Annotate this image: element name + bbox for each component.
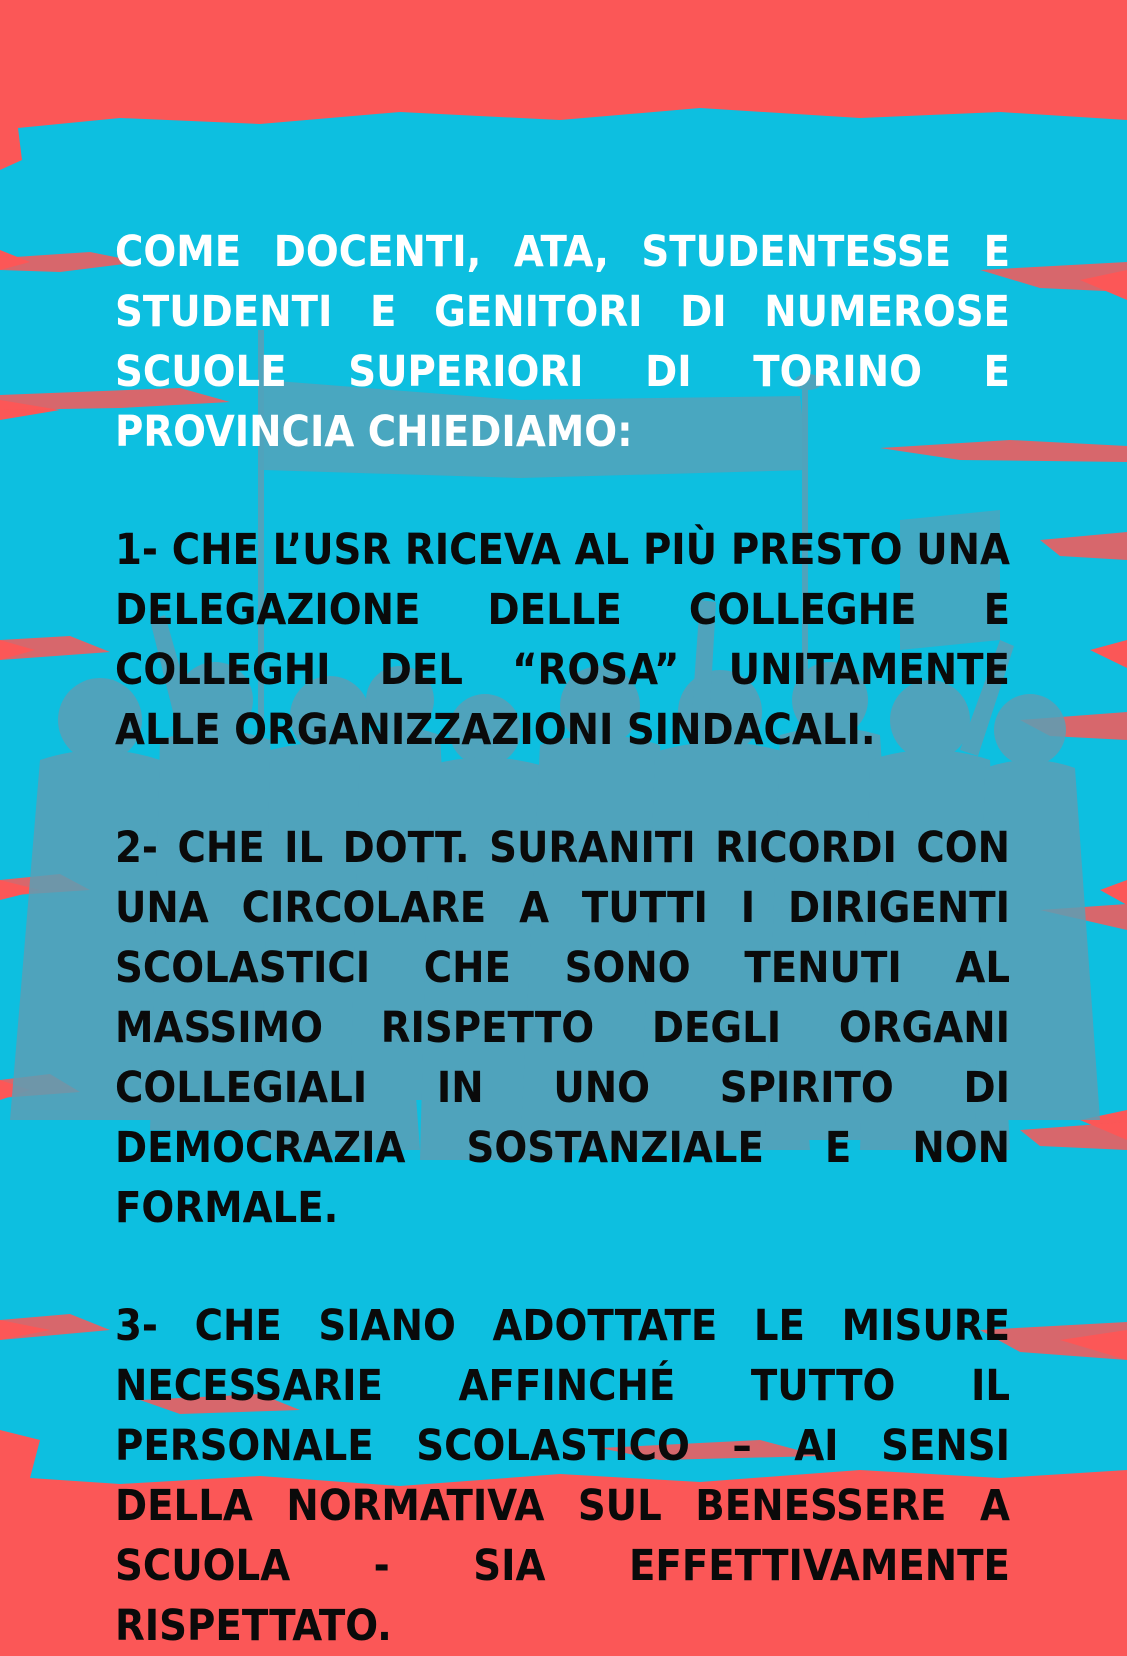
request-point-2: 2- CHE IL DOTT. SURANITI RICORDI CON UNA CIRCOLARE A TUTTI I DIRIGENTI SCOLASTICI CHE SONO TENUTI AL MASSIMO RISPETTO DEGLI ORGANI COLLEGIALI IN UNO SPIRITO DI DEMOCRAZIA SOSTANZIALE E NON FORMALE. <box>115 823 1010 1233</box>
request-point-1: 1- CHE L’USR RICEVA AL PIÙ PRESTO UNA DELEGAZIONE DELLE COLLEGHE E COLLEGHI DEL “ROSA” UNITAMENTE ALLE ORGANIZZAZIONI SINDACALI. <box>115 525 1010 755</box>
request-point-3: 3- CHE SIANO ADOTTATE LE MISURE NECESSARIE AFFINCHÉ TUTTO IL PERSONALE SCOLASTICO – AI SENSI DELLA NORMATIVA SUL BENESSERE A SCUOLA - SIA EFFETTIVAMENTE RISPETTATO. <box>115 1301 1010 1651</box>
document-body <box>115 222 1010 1656</box>
intro-paragraph: COME DOCENTI, ATA, STUDENTESSE E STUDENTI E GENITORI DI NUMEROSE SCUOLE SUPERIORI DI TORINO E PROVINCIA CHIEDIAMO: <box>115 227 1010 457</box>
